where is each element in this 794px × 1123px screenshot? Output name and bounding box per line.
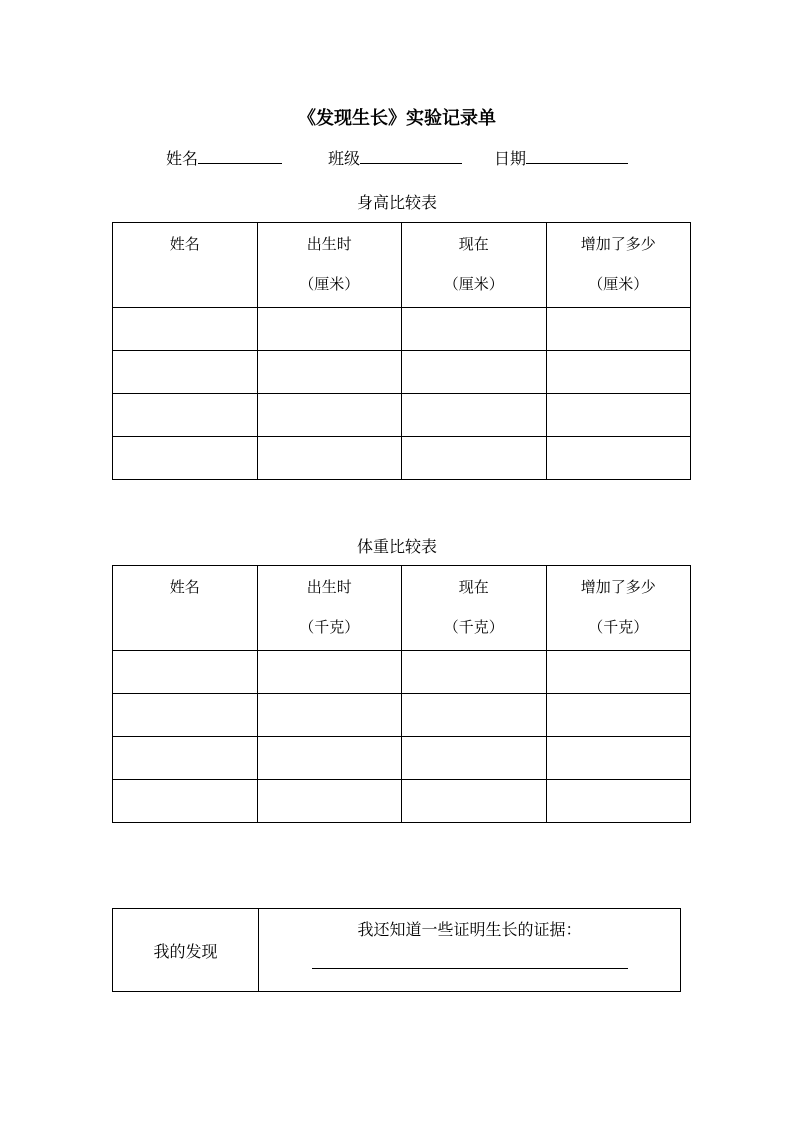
date-blank[interactable]	[526, 147, 628, 164]
class-blank[interactable]	[360, 147, 462, 164]
table-cell[interactable]	[257, 737, 402, 780]
name-blank[interactable]	[198, 147, 282, 164]
date-field[interactable]	[494, 146, 628, 169]
class-label: 班级	[327, 149, 360, 168]
table-cell[interactable]	[546, 694, 691, 737]
table-cell[interactable]	[257, 694, 402, 737]
height-header-now: 现在 （厘米）	[402, 223, 547, 308]
table-cell[interactable]	[402, 394, 547, 437]
table-row	[113, 651, 691, 694]
weight-header-name: 姓名	[113, 566, 258, 651]
table-row	[113, 351, 691, 394]
table-cell[interactable]	[546, 651, 691, 694]
height-header-increase: 增加了多少 （厘米）	[546, 223, 691, 308]
table-cell[interactable]	[402, 737, 547, 780]
table-cell[interactable]	[113, 308, 258, 351]
table-cell[interactable]	[113, 351, 258, 394]
table-cell[interactable]	[257, 780, 402, 823]
table-row	[113, 437, 691, 480]
height-header-name: 姓名	[113, 223, 258, 308]
table-cell[interactable]	[402, 694, 547, 737]
table-cell[interactable]	[113, 437, 258, 480]
table-cell[interactable]	[257, 394, 402, 437]
table-cell[interactable]	[113, 737, 258, 780]
height-table-header-row	[113, 223, 691, 308]
table-cell[interactable]	[113, 394, 258, 437]
page-title: 《发现生长》实验记录单	[298, 108, 496, 129]
table-row	[113, 694, 691, 737]
table-cell[interactable]	[113, 780, 258, 823]
table-cell[interactable]	[546, 737, 691, 780]
table-row	[113, 308, 691, 351]
discovery-answer-line[interactable]	[312, 968, 628, 969]
table-cell[interactable]	[257, 351, 402, 394]
table-cell[interactable]	[546, 394, 691, 437]
class-field[interactable]	[328, 146, 462, 169]
student-info-row	[0, 146, 794, 169]
table-row	[113, 394, 691, 437]
discovery-prompt: 我还知道一些证明生长的证据：	[357, 920, 582, 939]
table-cell[interactable]	[546, 780, 691, 823]
discovery-row	[113, 909, 681, 992]
discovery-table	[112, 908, 681, 992]
weight-header-birth: 出生时 （千克）	[257, 566, 402, 651]
table-cell[interactable]	[113, 651, 258, 694]
table-cell[interactable]	[546, 308, 691, 351]
table-cell[interactable]	[257, 437, 402, 480]
table-cell[interactable]	[257, 308, 402, 351]
weight-header-now: 现在 （千克）	[402, 566, 547, 651]
discovery-answer-cell[interactable]	[259, 909, 681, 992]
name-field[interactable]	[166, 146, 282, 169]
table-cell[interactable]	[546, 351, 691, 394]
table-cell[interactable]	[402, 308, 547, 351]
table-cell[interactable]	[113, 694, 258, 737]
discovery-label: 我的发现	[113, 909, 259, 992]
date-label: 日期	[494, 149, 527, 168]
table-cell[interactable]	[257, 651, 402, 694]
weight-table	[112, 565, 691, 823]
table-cell[interactable]	[402, 351, 547, 394]
table-cell[interactable]	[402, 651, 547, 694]
weight-table-caption: 体重比较表	[356, 537, 437, 556]
table-cell[interactable]	[402, 780, 547, 823]
height-table	[112, 222, 691, 480]
table-cell[interactable]	[546, 437, 691, 480]
table-row	[113, 737, 691, 780]
height-header-birth: 出生时 （厘米）	[257, 223, 402, 308]
table-row	[113, 780, 691, 823]
height-table-caption: 身高比较表	[356, 193, 437, 212]
name-label: 姓名	[165, 149, 198, 168]
weight-header-increase: 增加了多少 （千克）	[546, 566, 691, 651]
table-cell[interactable]	[402, 437, 547, 480]
weight-table-header-row	[113, 566, 691, 651]
